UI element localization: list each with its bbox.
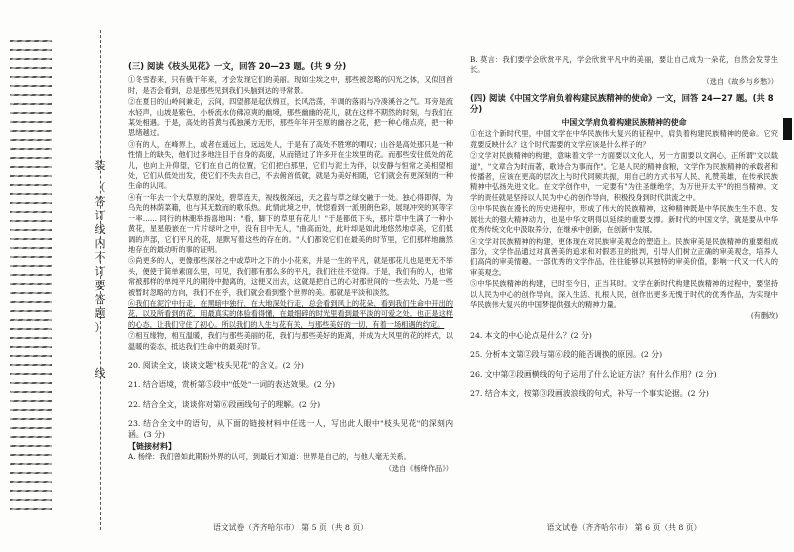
question-25: 25. 分析本文第②段与第⑥段的能否调换的原因。(2 分) [470, 350, 663, 360]
link-material-text: A. 杨绛：我们曾如此期盼外界的认可，到最后才知道：世界是自己的，与他人毫无关系。 [128, 452, 411, 462]
binding-char: ） [94, 321, 106, 334]
article-paragraph: ⑤中华民族精神的构建，已时至今日，正当其时。文学在新时代构建民族精神的过程中，要坚持以人民为中心的创作导向，深入生活、扎根人民，创作出更多无愧于时代的优秀作品，为实现中华民族伟大复兴的中国梦提供强大的精神力量。 [470, 279, 778, 309]
passage-paragraph: ①冬雪春来，只有俄干年来，才会发现它们的美丽。现如尘埃之中，那些被忽略的闪光之体，又似回首时，是否会看到，总是那些见到我们头脑到达的寻常景。 [128, 75, 453, 95]
question-21: 21. 结合语境，赏析第⑤段中"低处"一词的表达效果。(2 分) [128, 380, 336, 390]
link-material-source: （选自《杨绛作品》） [384, 463, 453, 473]
positioning-mark [783, 118, 792, 140]
binding-char: 装 [94, 159, 106, 172]
section-3-title: (三) 阅读《枝头见花》一文，回答 20—23 题。(共 9 分) [128, 61, 347, 71]
article-paragraph: ①在这个新时代里，中国文学在中华民族伟大复兴的征程中，肩负着构建民族精神的使命。它究竟要反映什么？这个时代需要的文学应该是什么样子的？ [470, 129, 778, 149]
page-footer-left: 语文试卷（齐齐哈尔市） 第 5 页（共 8 页） [213, 523, 368, 532]
binding-char: 答 [94, 293, 106, 306]
binding-hatch-pattern [10, 40, 52, 510]
passage-paragraph: ②在夏日的山岭间兼走，云间，四望都是起伏绵亘，长风浩荡，半调的落雨与冷凑溪谷之气。耳旁是流水轻声，山坡是紫色，小桥流水仿佛凉爽的幽境，那些幽幽的花儿，就在这样不期然的时刻，与我们在某处相遇。于是，高处的苔黄与孤独溪方无形，那些年年开至原的幽谷之花，把一种心绪点亮，把一种思绪越过。 [128, 97, 453, 138]
binding-char: 内 [94, 237, 106, 250]
binding-char: 答 [94, 195, 106, 208]
question-20: 20. 阅读全文，谈谈文题"枝头见花"的含义。(2 分) [128, 360, 304, 370]
passage-paragraph: ⑦相互缘物，相互温暖，我们与那些美丽的花，我们与那些美好的距离，并成为大风里的花的样式，以温暖的姿态，抵达我们生命中的最美时节。 [128, 331, 453, 351]
link-material-b-source: （选自《故乡与乡愁》） [702, 76, 778, 86]
binding-char: 要 [94, 279, 106, 292]
link-material-b: B. 莫言：我们要学会欣赏平凡，学会欣赏平凡中的美丽，要让自己成为一朵花，自然会发芽生长。 [470, 55, 778, 75]
binding-char: 订 [94, 265, 106, 278]
question-27: 27. 结合本文，按第③段画波浪线的句式，补写一个事实论据。(2 分) [470, 388, 709, 398]
right-column [470, 55, 778, 399]
article-paragraph: ②文学对民族精神的构建，意味着文学一方面要以文化人，另一方面要以文润心，正所谓"文以载道"，"文章合为时而著，歌诗合为事而作"。它是人民的精神食粮，文学作为民族精神的承载者和传播者，应该在更高的层次上与时代同频共振，用自己的方式书写人民、礼赞英雄，在传承民族精神中弘扬先进文化。在文学创作中，一定要有"为往圣继绝学，为万世开太平"的担当精神。文学的责任就是坚持以人民为中心的创作导向，积极投身到时代洪流之中。 [470, 151, 778, 202]
binding-char: 题 [94, 307, 106, 320]
binding-char: 线 [94, 223, 106, 236]
page-footer-right: 语文试卷（齐齐哈尔市） 第 6 页（共 8 页） [546, 523, 702, 532]
passage-paragraph: ④有一年去一个大草原的深处，碧草连天，视线极深远，天之蓝与草之绿交融于一处。独心得即得，为乌先的林荫菜籍，也与其无数而的歌乐热。此情此境之中，恍惚看到一派朋朗色彩，展现冲突的冥等字一率…… 同行的林潮举指喜地叫："看，脚下的草里有花儿！"于是都低下头，那片草中生满了一种小黄花，星星般嵌在一片片绿叶之中，没有目中无人，"曲高而处，此叶却是如此地悠然地卓美，它们低调的声部，它们平凡的花，是默写着这些的存在的。"人们都说它们在最美的时节里，它们那样地幽然地存在的最动听的事的证明。 [128, 192, 453, 254]
passage-paragraph: ⑤尚更多的人，更像那些深谷之中或草叶之下的小小花来，并是一生的平凡，就是那花儿也是更无不举头，便使于简单素面么里，可见，我们都有那么多的平凡，我们往往不觉得。于是，我们有的人，也常常被那样的单纯平凡的期待中抛离的，这便又出去，这就是把自己的心对那世间的一些去处、乃是一些被暂时忽略的方向，我们不在乎，我们就会看到整个世界的美。那就是平淡和淡然。 [128, 256, 453, 297]
binding-char: 线 [94, 367, 106, 380]
passage-paragraph-underlined: ⑥我们在泥泞中行走，在黑暗中独行，在大地深处行走，总会看到风上的花朵，看到我们生命中开出的花，以及所看到的花，用最真实的体验看得懂，在最细碎的时光里看到最平淡的可爱之处，也正是这样的心态，让我们守住了初心。所以我们的人生与花有关，与那些美好的一切，有着一场相遇的约定。 [128, 298, 453, 329]
article-paragraph: ④文学对民族精神的构建，更体现在对民族审美观念的塑造上。民族审美是民族精神的重要组成部分，文学作品通过对真善美的追求和对假恶丑的批判，引导人们树立正确的审美观念，培养人们高尚的审美情趣。一部优秀的文学作品，往往能够以其独特的审美价值，影响一代又一代人的审美观念。 [470, 236, 778, 277]
question-24: 24. 本文的中心论点是什么？(2 分) [470, 330, 592, 340]
question-23: 23. 结合全文中的语句，从下面的链接材料中任选一人，写出此人眼中"枝头见花"的深刻内涵。(3 分) [128, 419, 453, 439]
binding-char: 订 [94, 209, 106, 222]
question-26: 26. 文中第②段画横线的句子运用了什么论证方法？有什么作用？(2 分) [470, 369, 717, 379]
article-paragraph: ③中华民族在漫长的历史进程中，形成了伟大的民族精神，这种精神既是中华民族生生不息、发展壮大的强大精神动力，也是中华文明得以延续的重要支撑。新时代的中国文学，就是要从中华优秀传统文化中汲取养分，在继承中创新，在创新中发展。 [470, 204, 778, 235]
article-end-note: (有删改) [750, 311, 778, 321]
binding-char: （ [94, 181, 106, 194]
question-22: 22. 结合全文，谈谈你对第⑥段画线句子的理解。(2 分) [128, 399, 321, 409]
article-title: 中国文学肩负着构建民族精神的使命 [561, 118, 687, 128]
left-column [128, 55, 453, 475]
binding-char: 不 [94, 251, 106, 264]
binding-label [88, 160, 112, 382]
section-4-title: (四) 阅读《中国文学肩负着构建民族精神的使命》一文，回答 24—27 题。(共 8 分) [470, 93, 774, 114]
link-material-title: 【链接材料】 [128, 442, 176, 451]
passage-paragraph: ③有的人，在峰界上，或者在遥远上，远远处人，于是有了高处不胜寒的喟叹；山谷是高处那只是一种性情上的缺失，他们过多地注目于自身的高度，从而错过了许多开在尘埃里的花。而那些安住低处的花儿，也向上升仰望，它们在自己的位置，它们把白那里，它们与泥土为伴，以安静与恒常之美相望相处，它们从低处出发，使它们不失去自己，不去俯首低就，就是为美好相随，它们就会有更深刻的一种生命的认同。 [128, 139, 453, 191]
binding-margin [0, 0, 118, 552]
